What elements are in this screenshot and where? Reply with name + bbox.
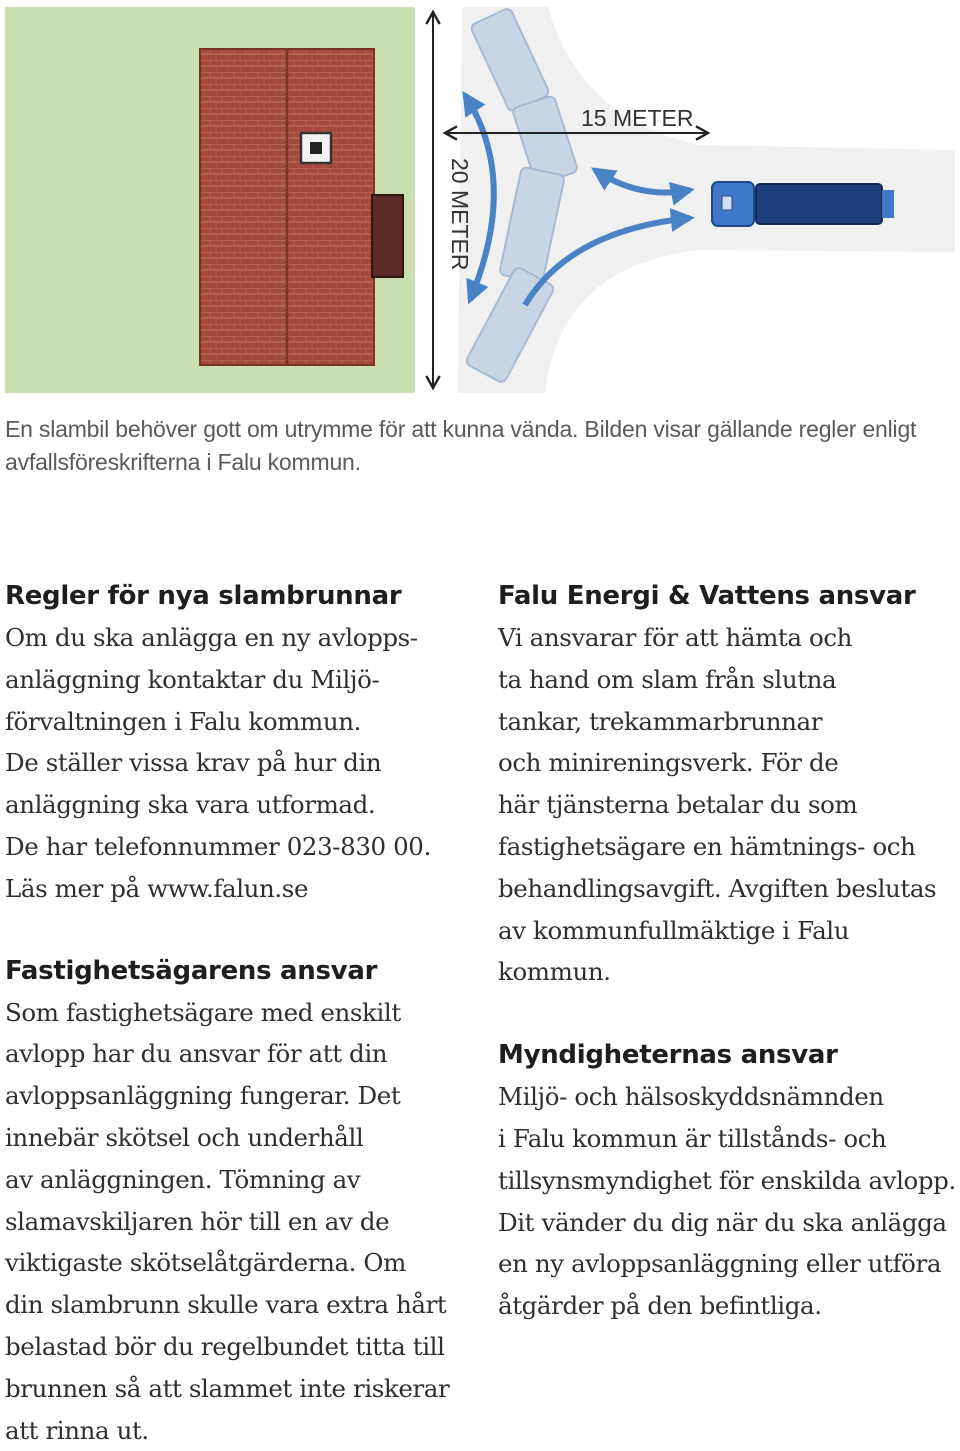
body-line: ta hand om slam från slutna <box>498 664 837 694</box>
body-line: att rinna ut. <box>5 1415 149 1445</box>
body-line: Vi ansvarar för att hämta och <box>498 623 853 652</box>
section-body <box>498 617 958 993</box>
section-heading: Falu Energi & Vattens ansvar <box>498 581 916 611</box>
body-line: De har telefonnummer 023-830 00. <box>5 831 431 861</box>
house-extension <box>372 195 403 277</box>
body-line: kommun. <box>498 957 611 987</box>
body-line: viktigaste skötselåtgärderna. Om <box>5 1248 406 1278</box>
section-new-septic-tanks <box>5 575 465 910</box>
body-line: en ny avloppsanläggning eller utföra <box>498 1249 942 1279</box>
body-line: Läs mer på www.falun.se <box>5 873 309 903</box>
body-line: tankar, trekammarbrunnar <box>498 706 823 736</box>
body-line: Som fastighetsägare med enskilt <box>5 997 401 1027</box>
house <box>200 49 403 365</box>
body-line: innebär skötsel och underhåll <box>5 1122 364 1152</box>
caption-line: En slambil behöver gott om utrymme för att kunna vända. Bilden visar gällande regler enligt <box>5 416 917 442</box>
section-authorities <box>498 1034 958 1327</box>
body-line: Dit vänder du dig när du ska anlägga <box>498 1207 947 1237</box>
body-line: förvaltningen i Falu kommun. <box>5 706 361 736</box>
section-heading: Regler för nya slambrunnar <box>5 581 402 611</box>
body-line: åtgärder på den befintliga. <box>498 1291 822 1321</box>
section-falu-energi <box>498 575 958 993</box>
body-line: av kommunfullmäktige i Falu <box>498 915 850 945</box>
body-line: anläggning kontaktar du Miljö- <box>5 664 380 694</box>
turning-area-illustration <box>0 0 960 400</box>
length-label: 15 METER <box>581 105 694 131</box>
section-heading: Fastighetsägarens ansvar <box>5 955 378 986</box>
body-line: fastighetsägare en hämtnings- och <box>498 831 916 861</box>
body-line: slamavskiljaren hör till en av de <box>5 1206 390 1236</box>
body-line: behandlingsavgift. Avgiften beslutas <box>498 873 937 903</box>
section-body <box>498 1076 958 1327</box>
body-line: De ställer vissa krav på hur din <box>5 748 382 778</box>
body-line: och minireningsverk. För de <box>498 748 839 778</box>
body-line: avloppsanläggning fungerar. Det <box>5 1081 401 1111</box>
body-line: belastad bör du regelbundet titta till <box>5 1331 445 1361</box>
body-line: avlopp har du ansvar för att din <box>5 1039 388 1069</box>
illustration-caption <box>5 413 955 479</box>
section-body <box>5 617 465 910</box>
body-line: här tjänsterna betalar du som <box>498 790 858 820</box>
body-line: brunnen så att slammet inte riskerar <box>5 1373 450 1403</box>
left-column <box>5 575 465 1451</box>
body-line: i Falu kommun är tillstånds- och <box>498 1123 887 1153</box>
section-property-owner <box>5 950 465 1451</box>
body-line: Miljö- och hälsoskyddsnämnden <box>498 1082 884 1112</box>
height-label: 20 METER <box>447 158 473 271</box>
section-body <box>5 992 465 1451</box>
body-line: din slambrunn skulle vara extra hårt <box>5 1290 447 1320</box>
caption-line: avfallsföreskrifterna i Falu kommun. <box>5 449 361 475</box>
section-heading: Myndigheternas ansvar <box>498 1040 838 1071</box>
right-column <box>498 575 958 1327</box>
truck-icon <box>712 182 894 226</box>
body-line: av anläggningen. Tömning av <box>5 1164 361 1194</box>
body-line: Om du ska anlägga en ny avlopps- <box>5 623 418 652</box>
body-line: tillsynsmyndighet för enskilda avlopp. <box>498 1165 956 1195</box>
body-line: anläggning ska vara utformad. <box>5 790 376 820</box>
